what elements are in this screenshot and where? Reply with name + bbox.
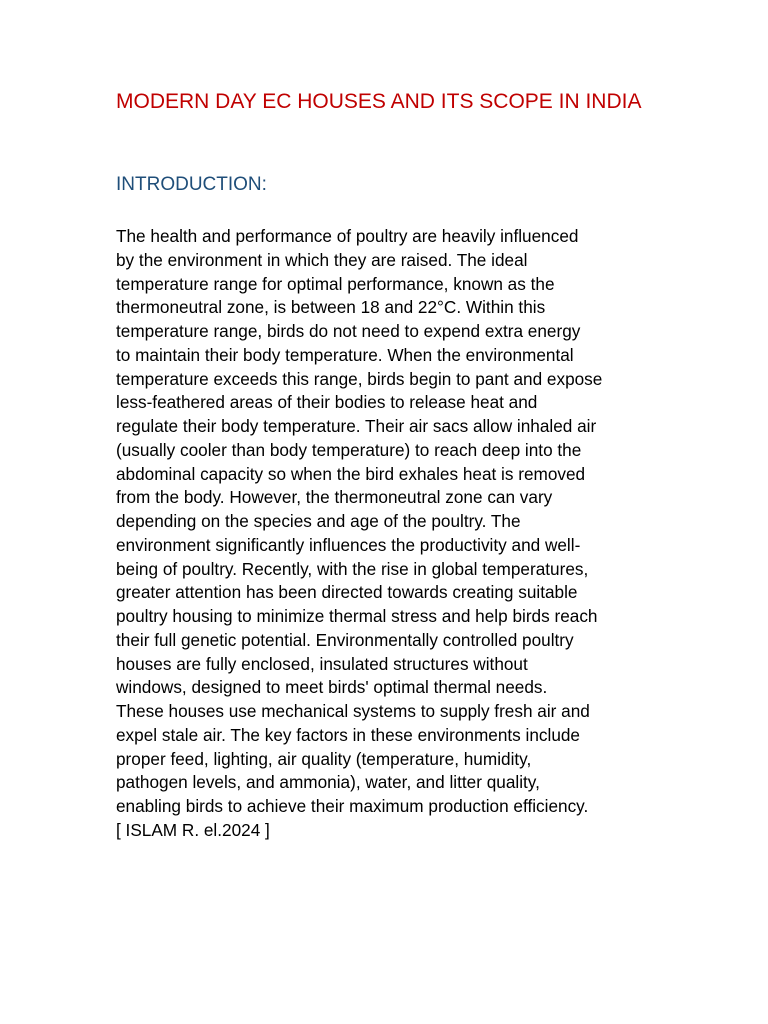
paragraph-line: by the environment in which they are raised. The ideal: [116, 249, 528, 270]
paragraph-line: greater attention has been directed towards creating suitable: [116, 582, 578, 603]
introduction-paragraph: [116, 225, 676, 843]
paragraph-line: environment significantly influences the productivity and well-: [116, 534, 581, 555]
paragraph-line: abdominal capacity so when the bird exhales heat is removed: [116, 463, 586, 484]
paragraph-line: These houses use mechanical systems to supply fresh air and: [116, 701, 590, 721]
paragraph-line: to maintain their body temperature. When the environmental: [116, 344, 574, 365]
paragraph-line: pathogen levels, and ammonia), water, and litter quality,: [116, 772, 540, 793]
paragraph-line: houses are fully enclosed, insulated structures without: [116, 653, 528, 674]
citation: [ ISLAM R. el.2024 ]: [116, 819, 270, 840]
paragraph-line: windows, designed to meet birds' optimal thermal needs.: [116, 677, 548, 698]
paragraph-line: (usually cooler than body temperature) to reach deep into the: [116, 439, 582, 460]
paragraph-line: their full genetic potential. Environmentally controlled poultry: [116, 629, 574, 650]
paragraph-line: depending on the species and age of the poultry. The: [116, 511, 521, 531]
paragraph-line: enabling birds to achieve their maximum production efficiency.: [116, 796, 589, 816]
paragraph-line: regulate their body temperature. Their air sacs allow inhaled air: [116, 416, 597, 436]
paragraph-line: temperature range for optimal performance, known as the: [116, 273, 555, 294]
paragraph-line: temperature range, birds do not need to expend extra energy: [116, 321, 581, 341]
paragraph-line: expel stale air. The key factors in these environments include: [116, 724, 580, 745]
paragraph-line: The health and performance of poultry are heavily influenced: [116, 226, 579, 246]
section-heading-introduction: INTRODUCTION:: [116, 174, 267, 195]
paragraph-line: proper feed, lighting, air quality (temperature, humidity,: [116, 748, 532, 769]
paragraph-line: being of poultry. Recently, with the rise in global temperatures,: [116, 558, 589, 579]
paragraph-line: poultry housing to minimize thermal stress and help birds reach: [116, 606, 598, 626]
paragraph-line: temperature exceeds this range, birds begin to pant and expose: [116, 368, 603, 389]
paragraph-line: less-feathered areas of their bodies to release heat and: [116, 392, 538, 413]
paragraph-line: thermoneutral zone, is between 18 and 22°C. Within this: [116, 297, 546, 318]
document-title: MODERN DAY EC HOUSES AND ITS SCOPE IN INDIA: [116, 90, 642, 113]
paragraph-line: from the body. However, the thermoneutral zone can vary: [116, 487, 553, 508]
